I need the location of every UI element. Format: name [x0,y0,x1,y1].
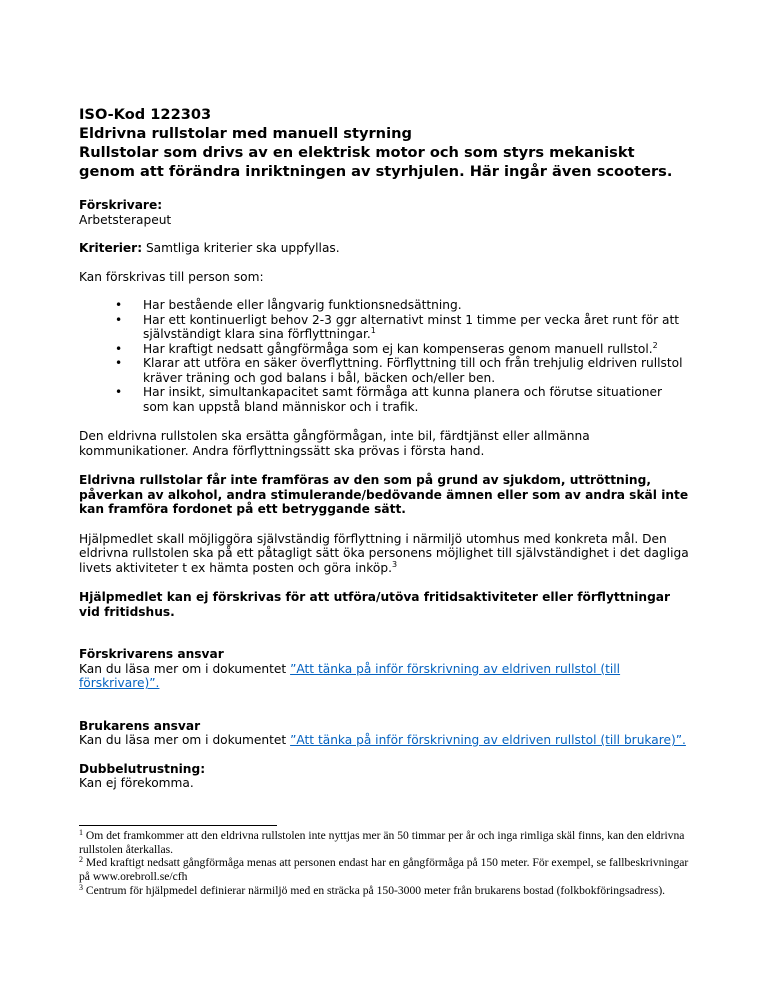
prescriber-responsibility-label: Förskrivarens ansvar [79,647,224,661]
footnote-ref: 2 [652,340,658,350]
user-guide-link[interactable]: ”Att tänka på inför förskrivning av eldriven rullstol (till brukare)”. [290,733,686,747]
bullet-icon: • [115,356,123,370]
prescriber-label: Förskrivare: [79,198,163,212]
footnote-ref: 1 [370,326,376,335]
criterion-text: Klarar att utföra en säker överflyttning. Förflyttning till och från trehjulig eldriven rullstol kräver träning och god balans i bål, bäcken och/eller ben. [143,356,683,385]
prescriber-responsibility-text [79,662,689,691]
footnote-text: Med kraftigt nedsatt gångförmåga menas att personen endast har en gångförmåga på 150 meter. För exempel, se fallbeskrivningar på www.orebroll.se/cfh [79,856,689,883]
document-title: Eldrivna rullstolar med manuell styrning [79,125,412,142]
paragraph-replacement: Den eldrivna rullstolen ska ersätta gångförmågan, inte bil, färdtjänst eller allmänna kommunikationer. Andra förflyttningssätt ska prövas i första hand. [79,429,590,458]
paragraph-purpose [79,532,689,576]
footnote-text: Om det framkommer att den eldrivna rullstolen inte nyttjas mer än 50 timmar per år och inga rimliga skäl finns, kan den eldrivna rullstolen återkallas. [79,829,685,856]
criterion-text: Har bestående eller långvarig funktionsnedsättning. [143,298,462,312]
footnote-number: 2 [79,855,83,864]
footnote-number: 1 [79,828,83,837]
double-equipment-value: Kan ej förekomma. [79,776,194,790]
criteria-label: Kriterier: [79,241,143,255]
iso-code: ISO-Kod 122303 [79,106,212,123]
criterion-text: Har kraftigt nedsatt gångförmåga som ej kan kompenseras genom manuell rullstol. [143,341,653,356]
document-body [79,105,689,791]
footnote-3 [79,884,699,898]
user-responsibility-text [79,733,689,748]
footnote-text: Centrum för hjälpmedel definierar närmiljö med en sträcka på 150-3000 meter från brukarens bostad (folkbokföringsadress). [85,884,666,897]
list-item [79,385,689,414]
bullet-icon: • [115,298,123,312]
bullet-icon: • [115,385,123,399]
prescriber-value: Arbetsterapeut [79,212,172,227]
list-item [79,356,689,385]
prescriber-guide-link[interactable]: ”Att tänka på inför förskrivning av eldriven rullstol (till förskrivare)”. [79,661,621,690]
criterion-text: Har ett kontinuerligt behov 2-3 ggr alternativt minst 1 timme per vecka året runt för att självständigt klara sina förflyttningar. [143,312,680,341]
criteria-list [79,298,689,414]
list-item [79,342,689,357]
document-subtitle: Rullstolar som drivs av en elektrisk motor och som styrs mekaniskt genom att förändra inriktningen av styrhjulen. Här ingår även scooters. [79,144,673,180]
purpose-text: Hjälpmedlet skall möjliggöra självständig förflyttning i närmiljö utomhus med konkreta mål. Den eldrivna rullstolen ska på ett påtagligt sätt öka personens möjlighet till självständighet i det dagliga livets aktiviteter t ex hämta posten och göra inköp. [79,531,689,575]
double-equipment-label: Dubbelutrustning: [79,761,206,776]
footnote-2 [79,856,699,884]
footnote-number: 3 [79,883,83,892]
criterion-text: Har insikt, simultankapacitet samt förmåga att kunna planera och förutse situationer som kan uppstå bland människor och i trafik. [143,385,663,414]
footnote-1 [79,829,699,857]
prescriber-responsibility-intro: Kan du läsa mer om i dokumentet [79,661,287,676]
footnote-separator [79,825,277,826]
footnote-ref: 3 [391,559,398,569]
user-responsibility-label: Brukarens ansvar [79,718,201,733]
paragraph-warning: Eldrivna rullstolar får inte framföras av den som på grund av sjukdom, uttröttning, påverkan av alkohol, andra stimulerande/bedövande ämnen eller som av andra skäl inte kan framföra fordonet på ett betryggande sätt. [79,473,689,516]
list-item [79,313,689,342]
bullet-icon: • [115,312,123,327]
bullet-icon: • [115,341,123,356]
list-item [79,298,689,313]
criteria-value: Samtliga kriterier ska uppfyllas. [145,241,340,255]
criteria-intro: Kan förskrivas till person som: [79,269,264,284]
criteria-line [79,241,689,256]
user-responsibility-intro: Kan du läsa mer om i dokumentet [79,733,287,747]
paragraph-restriction: Hjälpmedlet kan ej förskrivas för att utföra/utöva fritidsaktiviteter eller förflyttningar vid fritidshus. [79,590,671,619]
